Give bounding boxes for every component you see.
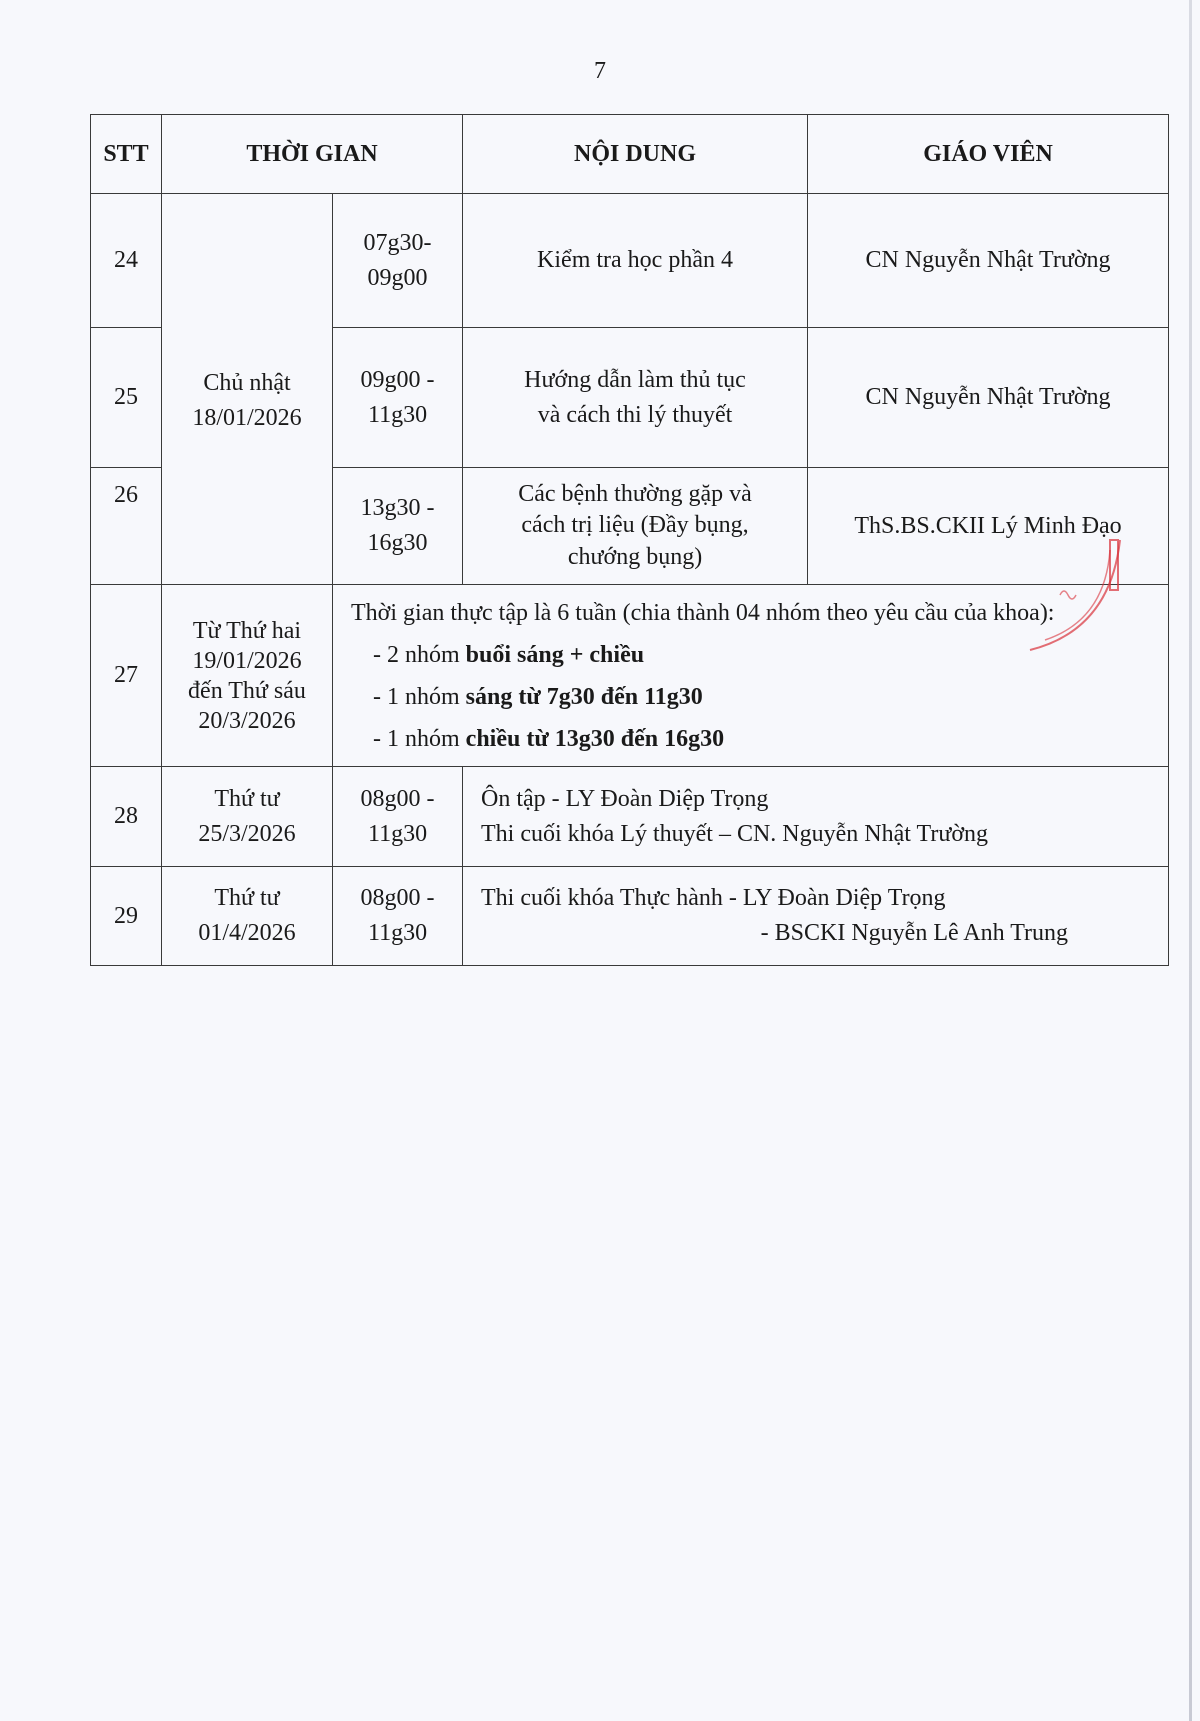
row-date <box>162 194 333 585</box>
row-content <box>463 468 808 585</box>
row-content <box>463 767 1169 867</box>
row-content-line: Ôn tập - LY Đoàn Diệp Trọng <box>481 785 769 812</box>
row-date-line: Thứ tư <box>214 785 280 812</box>
row-date <box>162 585 333 767</box>
group-line <box>351 634 1158 676</box>
group-schedule: chiều từ 13g30 đến 16g30 <box>465 725 725 752</box>
row-time-start: 07g30- <box>363 229 432 256</box>
row-time <box>333 767 463 867</box>
row-stt: 28 <box>91 767 162 867</box>
table-row <box>91 867 1169 966</box>
row-time-start: 09g00 - <box>360 366 435 393</box>
row-time <box>333 867 463 966</box>
row-content-line: và cách thi lý thuyết <box>537 401 733 428</box>
row-time-end: 09g00 <box>367 264 428 291</box>
row-teacher: CN Nguyễn Nhật Trường <box>808 194 1169 328</box>
header-teacher: GIÁO VIÊN <box>808 115 1169 194</box>
row-content-line: Hướng dẫn làm thủ tục <box>524 366 746 393</box>
row-stt: 24 <box>91 194 162 328</box>
row-content-line: Thi cuối khóa Lý thuyết – CN. Nguyễn Nhật Trường <box>481 820 989 847</box>
row-content-line: chướng bụng) <box>567 543 703 570</box>
row-time-end: 11g30 <box>367 820 428 847</box>
row-content-line: - BSCKI Nguyễn Lê Anh Trung <box>760 920 1069 946</box>
page-edge <box>1189 0 1192 1721</box>
group-schedule: sáng từ 7g30 đến 11g30 <box>465 683 703 710</box>
row-date-line: 25/3/2026 <box>198 820 296 847</box>
row-content <box>463 867 1169 966</box>
group-schedule: buổi sáng + chiều <box>465 641 645 668</box>
row-date-line: 19/01/2026 <box>192 647 302 674</box>
row-date <box>162 767 333 867</box>
row-date <box>162 867 333 966</box>
header-content: NỘI DUNG <box>463 115 808 194</box>
header-time: THỜI GIAN <box>162 115 463 194</box>
row-time-start: 08g00 - <box>360 885 435 912</box>
group-prefix: - 1 nhóm <box>373 725 466 752</box>
row-teacher: CN Nguyễn Nhật Trường <box>808 328 1169 468</box>
row-date-line: Từ Thứ hai <box>192 617 302 644</box>
row-teacher: ThS.BS.CKII Lý Minh Đạo <box>808 468 1169 585</box>
table-header-row <box>91 115 1169 194</box>
header-stt: STT <box>91 115 162 194</box>
table-row <box>91 767 1169 867</box>
row-time-end: 16g30 <box>367 530 428 556</box>
row-stt: 26 <box>91 468 162 585</box>
group-prefix: - 2 nhóm <box>373 641 466 668</box>
row-date-line: 20/3/2026 <box>198 707 296 734</box>
row-content <box>463 328 808 468</box>
row-time <box>333 194 463 328</box>
row-date-line: 01/4/2026 <box>198 920 296 946</box>
row-stt: 25 <box>91 328 162 468</box>
table-row <box>91 585 1169 767</box>
internship-note <box>333 585 1169 767</box>
row-time-end: 11g30 <box>367 401 428 428</box>
group-line <box>351 718 1158 760</box>
group-line <box>351 676 1158 718</box>
row-time <box>333 468 463 585</box>
row-content: Kiểm tra học phần 4 <box>463 194 808 328</box>
group-prefix: - 1 nhóm <box>373 683 466 710</box>
row-stt: 27 <box>91 585 162 767</box>
row-time-end: 11g30 <box>367 920 428 946</box>
row-time-start: 08g00 - <box>360 785 435 812</box>
row-time-start: 13g30 - <box>360 495 435 522</box>
table-row <box>91 194 1169 328</box>
page-number: 7 <box>594 58 606 84</box>
row-content-line: Các bệnh thường gặp và <box>518 481 752 508</box>
row-stt: 29 <box>91 867 162 966</box>
row-date-text: Chủ nhật 18/01/2026 <box>192 370 302 431</box>
row-date-line: Thứ tư <box>214 885 280 912</box>
row-date-line: đến Thứ sáu <box>188 677 306 704</box>
row-time <box>333 328 463 468</box>
row-content-line: Thi cuối khóa Thực hành - LY Đoàn Diệp Trọng <box>481 885 946 912</box>
internship-intro: Thời gian thực tập là 6 tuần (chia thành 04 nhóm theo yêu cầu của khoa): <box>351 599 1055 626</box>
row-content-line: cách trị liệu (Đầy bụng, <box>521 512 749 539</box>
schedule-table <box>90 114 1169 966</box>
